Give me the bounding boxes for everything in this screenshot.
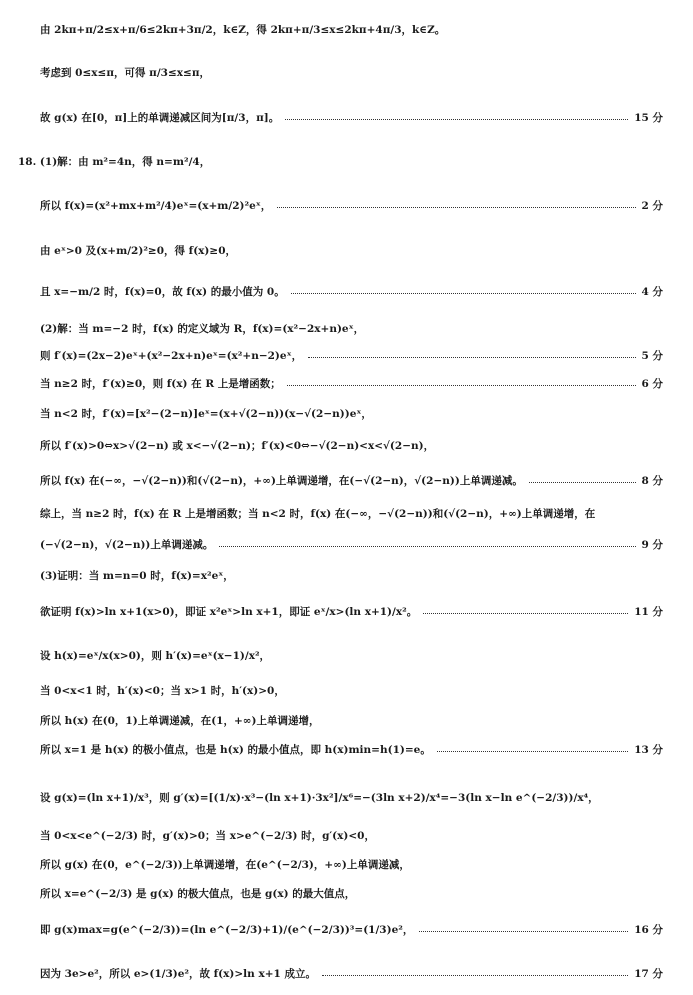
line-text: 设 g(x)=(ln x+1)/x³，则 g′(x)=[(1/x)·x³−(ln x+1)·3x²]/x⁶=−(3ln x+2)/x⁴=−3(ln x−ln e^(−2/3))/x⁴， — [40, 792, 599, 804]
line-text: (−√(2−n)，√(2−n))上单调递减。 — [40, 539, 214, 551]
line-text: (2)解：当 m=−2 时，f(x) 的定义域为 R，f(x)=(x²−2x+n)eˣ， — [40, 323, 365, 335]
line-11 — [40, 406, 663, 421]
line-text: 因为 3e>e²，所以 e>(1/3)e²，故 f(x)>ln x+1 成立。 — [40, 968, 316, 980]
line-text: 由 eˣ>0 及(x+m/2)²≥0，得 f(x)≥0， — [40, 245, 237, 257]
line-18 — [40, 648, 663, 663]
dot-leader — [437, 751, 628, 752]
line-21 — [40, 742, 663, 757]
dot-leader — [291, 293, 636, 294]
line-text: 当 n≥2 时，f′(x)≥0，则 f(x) 在 R 上是增函数； — [40, 378, 281, 390]
dot-leader — [219, 546, 635, 547]
line-8 — [40, 321, 663, 336]
line-text: 18. (1)解：由 m²=4n，得 n=m²/4， — [18, 156, 211, 168]
line-2 — [40, 65, 663, 80]
line-9 — [40, 348, 663, 363]
line-text: 所以 h(x) 在(0，1)上单调递减，在(1，+∞)上单调递增， — [40, 715, 320, 727]
score-label: 16 分 — [634, 924, 663, 936]
score-label: 5 分 — [641, 350, 663, 362]
line-15 — [40, 537, 663, 552]
score-label: 8 分 — [641, 475, 663, 487]
score-label: 6 分 — [641, 378, 663, 390]
line-text: 由 2kπ+π/2≤x+π/6≤2kπ+3π/2，k∈Z，得 2kπ+π/3≤x≤2kπ+4π/3，k∈Z。 — [40, 24, 446, 36]
score-label: 17 分 — [634, 968, 663, 980]
score-label: 15 分 — [634, 112, 663, 124]
line-23 — [40, 828, 663, 843]
line-27 — [40, 966, 663, 981]
dot-leader — [285, 119, 628, 120]
line-13 — [40, 473, 663, 488]
line-26 — [40, 922, 663, 937]
line-16 — [40, 568, 663, 583]
line-text: 所以 x=e^(−2/3) 是 g(x) 的极大值点，也是 g(x) 的最大值点， — [40, 888, 356, 900]
score-label: 9 分 — [641, 539, 663, 551]
line-text: 所以 x=1 是 h(x) 的极小值点，也是 h(x) 的最小值点，即 h(x)min=h(1)=e。 — [40, 744, 431, 756]
dot-leader — [423, 613, 628, 614]
line-5 — [40, 198, 663, 213]
line-text: 当 0<x<1 时，h′(x)<0；当 x>1 时，h′(x)>0， — [40, 685, 285, 697]
line-10 — [40, 376, 663, 391]
line-text: 则 f′(x)=(2x−2)eˣ+(x²−2x+n)eˣ=(x²+n−2)eˣ， — [40, 350, 303, 362]
score-label: 13 分 — [634, 744, 663, 756]
line-text: 所以 f′(x)>0⇔x>√(2−n) 或 x<−√(2−n)；f′(x)<0⇔−√(2−n)<x<√(2−n)， — [40, 440, 435, 452]
line-text: 欲证明 f(x)>ln x+1(x>0)，即证 x²eˣ>ln x+1，即证 eˣ/x>(ln x+1)/x²。 — [40, 606, 418, 618]
line-text: 设 h(x)=eˣ/x(x>0)，则 h′(x)=eˣ(x−1)/x²， — [40, 650, 271, 662]
line-14 — [40, 506, 663, 521]
score-label: 11 分 — [634, 606, 663, 618]
line-text: 故 g(x) 在[0，π]上的单调递减区间为[π/3，π]。 — [40, 112, 280, 124]
dot-leader — [308, 357, 635, 358]
dot-leader — [277, 207, 635, 208]
dot-leader — [322, 975, 628, 976]
line-7 — [40, 284, 663, 299]
line-text: 所以 f(x) 在(−∞，−√(2−n))和(√(2−n)，+∞)上单调递增，在(−√(2−n)，√(2−n))上单调递减。 — [40, 475, 523, 487]
line-text: 综上，当 n≥2 时，f(x) 在 R 上是增函数；当 n<2 时，f(x) 在(−∞，−√(2−n))和(√(2−n)，+∞)上单调递增，在 — [40, 508, 596, 520]
line-text: 所以 g(x) 在(0，e^(−2/3))上单调递增，在(e^(−2/3)，+∞)上单调递减， — [40, 859, 410, 871]
line-22 — [40, 790, 663, 805]
line-12 — [40, 438, 663, 453]
line-text: 且 x=−m/2 时，f(x)=0，故 f(x) 的最小值为 0。 — [40, 286, 285, 298]
line-text: 当 0<x<e^(−2/3) 时，g′(x)>0；当 x>e^(−2/3) 时，g′(x)<0， — [40, 830, 375, 842]
dot-leader — [419, 931, 628, 932]
line-17 — [40, 604, 663, 619]
score-label: 2 分 — [641, 200, 663, 212]
line-24 — [40, 857, 663, 872]
line-1 — [40, 22, 663, 37]
line-text: 考虑到 0≤x≤π，可得 π/3≤x≤π， — [40, 67, 211, 79]
line-3 — [40, 110, 663, 125]
dot-leader — [529, 482, 636, 483]
line-19 — [40, 683, 663, 698]
line-text: 所以 f(x)=(x²+mx+m²/4)eˣ=(x+m/2)²eˣ， — [40, 200, 272, 212]
line-6 — [40, 243, 663, 258]
score-label: 4 分 — [641, 286, 663, 298]
line-text: (3)证明：当 m=n=0 时，f(x)=x²eˣ， — [40, 570, 234, 582]
line-20 — [40, 713, 663, 728]
line-25 — [40, 886, 663, 901]
dot-leader — [287, 385, 636, 386]
line-text: 当 n<2 时，f′(x)=[x²−(2−n)]eˣ=(x+√(2−n))(x−√(2−n))eˣ， — [40, 408, 372, 420]
line-text: 即 g(x)max=g(e^(−2/3))=(ln e^(−2/3)+1)/(e^(−2/3))³=(1/3)e²， — [40, 924, 414, 936]
line-4 — [18, 154, 663, 169]
